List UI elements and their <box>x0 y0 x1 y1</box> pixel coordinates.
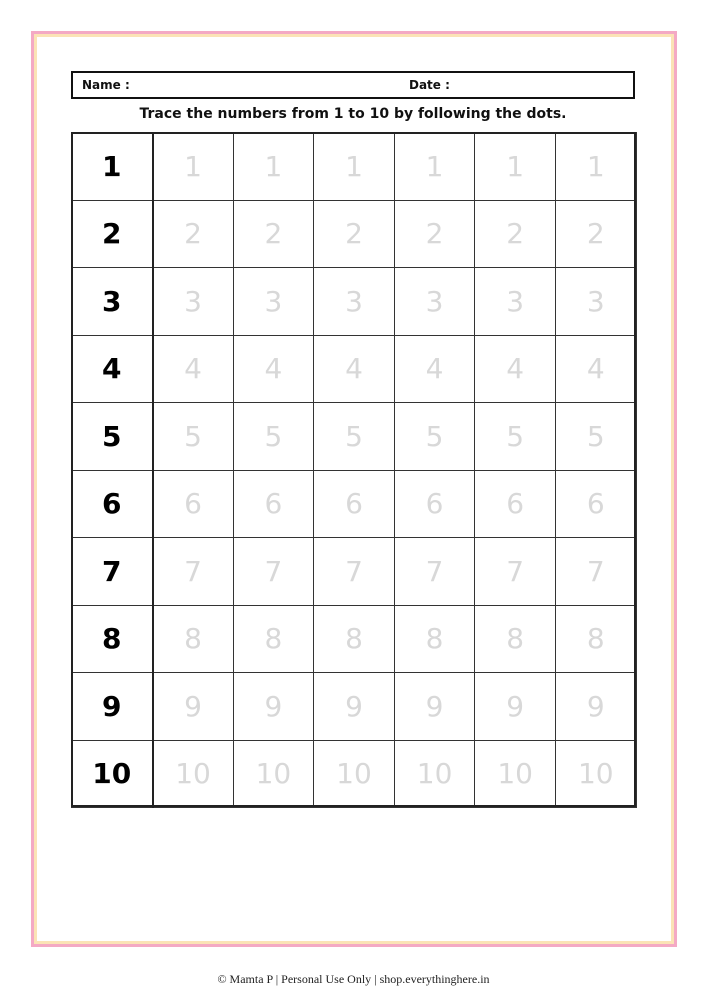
trace-cell[interactable]: 5 <box>233 403 314 471</box>
number-cell: 1 <box>72 133 153 201</box>
trace-cell[interactable]: 7 <box>394 538 475 606</box>
trace-cell[interactable]: 9 <box>314 673 395 741</box>
table-row <box>72 538 637 606</box>
trace-cell[interactable]: 1 <box>153 133 234 201</box>
trace-cell[interactable]: 2 <box>153 200 234 268</box>
trace-cell[interactable]: 8 <box>475 605 556 673</box>
trace-cell[interactable]: 9 <box>233 673 314 741</box>
trace-cell[interactable]: 4 <box>394 335 475 403</box>
trace-cell[interactable]: 5 <box>475 403 556 471</box>
trace-cell[interactable]: 6 <box>394 470 475 538</box>
trace-cell[interactable]: 6 <box>555 470 636 538</box>
trace-cell[interactable]: 10 <box>394 740 475 808</box>
trace-cell[interactable]: 1 <box>394 133 475 201</box>
trace-cell[interactable]: 9 <box>475 673 556 741</box>
trace-cell[interactable]: 1 <box>475 133 556 201</box>
trace-cell[interactable]: 8 <box>394 605 475 673</box>
trace-cell[interactable]: 5 <box>314 403 395 471</box>
trace-cell[interactable]: 2 <box>555 200 636 268</box>
trace-cell[interactable]: 5 <box>394 403 475 471</box>
trace-cell[interactable]: 7 <box>153 538 234 606</box>
trace-cell[interactable]: 8 <box>314 605 395 673</box>
number-cell: 5 <box>72 403 153 471</box>
number-cell: 8 <box>72 605 153 673</box>
trace-cell[interactable]: 10 <box>475 740 556 808</box>
trace-cell[interactable]: 1 <box>233 133 314 201</box>
date-label: Date : <box>409 78 450 92</box>
number-cell: 9 <box>72 673 153 741</box>
table-row <box>72 133 637 201</box>
trace-cell[interactable]: 6 <box>475 470 556 538</box>
trace-cell[interactable]: 6 <box>153 470 234 538</box>
trace-cell[interactable]: 4 <box>153 335 234 403</box>
trace-cell[interactable]: 4 <box>555 335 636 403</box>
table-row <box>72 200 637 268</box>
trace-cell[interactable]: 7 <box>233 538 314 606</box>
trace-cell[interactable]: 10 <box>314 740 395 808</box>
trace-cell[interactable]: 1 <box>314 133 395 201</box>
trace-cell[interactable]: 4 <box>475 335 556 403</box>
number-cell: 3 <box>72 268 153 336</box>
trace-cell[interactable]: 3 <box>153 268 234 336</box>
trace-cell[interactable]: 9 <box>555 673 636 741</box>
trace-cell[interactable]: 7 <box>475 538 556 606</box>
trace-cell[interactable]: 3 <box>394 268 475 336</box>
trace-cell[interactable]: 3 <box>475 268 556 336</box>
name-date-bar <box>71 71 635 99</box>
number-cell: 2 <box>72 200 153 268</box>
name-label: Name : <box>82 78 130 92</box>
trace-cell[interactable]: 7 <box>314 538 395 606</box>
table-row <box>72 605 637 673</box>
table-row <box>72 740 637 808</box>
trace-cell[interactable]: 1 <box>555 133 636 201</box>
trace-cell[interactable]: 7 <box>555 538 636 606</box>
trace-cell[interactable]: 8 <box>555 605 636 673</box>
trace-cell[interactable]: 2 <box>475 200 556 268</box>
number-cell: 10 <box>72 740 153 808</box>
trace-cell[interactable]: 3 <box>233 268 314 336</box>
trace-cell[interactable]: 10 <box>233 740 314 808</box>
trace-cell[interactable]: 4 <box>314 335 395 403</box>
trace-cell[interactable]: 4 <box>233 335 314 403</box>
trace-cell[interactable]: 5 <box>555 403 636 471</box>
number-cell: 7 <box>72 538 153 606</box>
trace-cell[interactable]: 5 <box>153 403 234 471</box>
table-row <box>72 673 637 741</box>
trace-cell[interactable]: 8 <box>153 605 234 673</box>
trace-cell[interactable]: 10 <box>555 740 636 808</box>
trace-cell[interactable]: 6 <box>233 470 314 538</box>
trace-cell[interactable]: 8 <box>233 605 314 673</box>
table-row <box>72 403 637 471</box>
trace-cell[interactable]: 3 <box>555 268 636 336</box>
trace-cell[interactable]: 3 <box>314 268 395 336</box>
footer-credit: © Mamta P | Personal Use Only | shop.everythinghere.in <box>217 972 490 986</box>
instruction-text: Trace the numbers from 1 to 10 by following the dots. <box>139 106 567 122</box>
trace-cell[interactable]: 2 <box>233 200 314 268</box>
trace-cell[interactable]: 9 <box>394 673 475 741</box>
number-cell: 6 <box>72 470 153 538</box>
number-cell: 4 <box>72 335 153 403</box>
trace-cell[interactable]: 9 <box>153 673 234 741</box>
trace-cell[interactable]: 10 <box>153 740 234 808</box>
trace-cell[interactable]: 2 <box>394 200 475 268</box>
table-row <box>72 268 637 336</box>
table-row <box>72 335 637 403</box>
tracing-grid <box>71 132 637 808</box>
trace-cell[interactable]: 2 <box>314 200 395 268</box>
table-row <box>72 470 637 538</box>
trace-cell[interactable]: 6 <box>314 470 395 538</box>
